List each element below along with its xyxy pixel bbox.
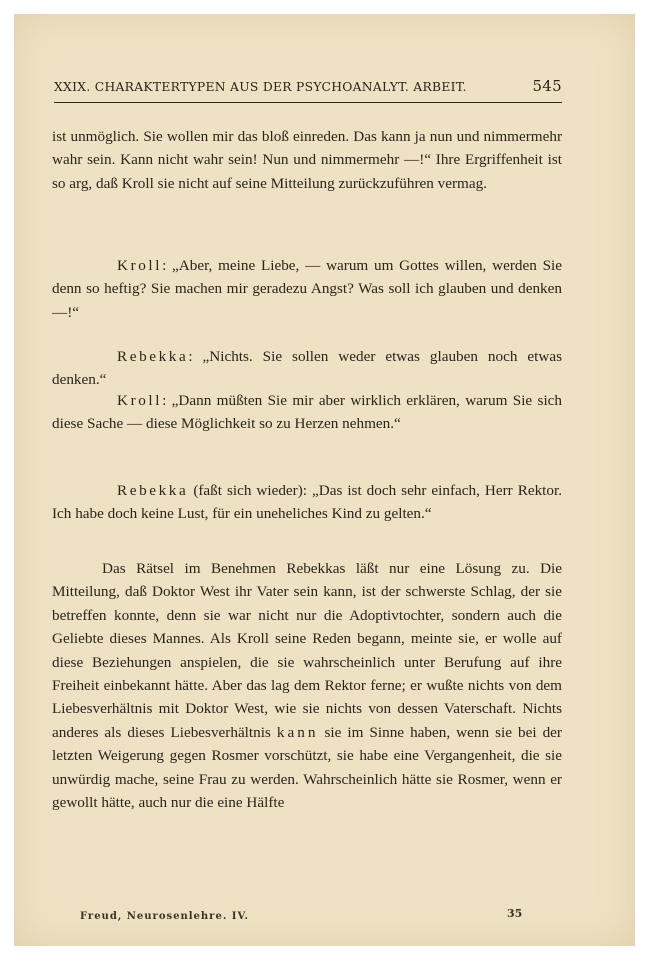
running-title: XXIX. CHARAKTERTYPEN AUS DER PSYCHOANALYT. ARBEIT. — [54, 80, 467, 94]
dialog-line-1 — [52, 254, 562, 324]
dialog-line-3 — [52, 389, 562, 436]
dialog-text: (faßt sich wieder): „Das ist doch sehr einfach, Herr Rektor. Ich habe doch keine Lust, für ein uneheliches Kind zu gelten.“ — [52, 482, 562, 523]
signature-mark: 35 — [507, 907, 523, 920]
book-page — [14, 14, 635, 946]
emphasized-word: kann — [276, 723, 319, 741]
dialog-line-2 — [52, 345, 562, 392]
paragraph-1: ist unmöglich. Sie wollen mir das bloß einreden. Das kann ja nun und nimmermehr wahr sein. Kann nicht wahr sein! Nun und nimmermehr —!“ Ihre Ergriffenheit ist so arg, daß Kroll sie nicht auf seine Mitteilung zurückzuführen vermag. — [52, 128, 562, 192]
speaker-name: Rebekka — [117, 348, 189, 365]
paragraph-2-part-b: sie im Sinne haben, wenn sie bei der letzten Weigerung gegen Rosmer vorschützt, sie habe eine Vergangenheit, die sie unwürdig mache, seine Frau zu werden. Wahrscheinlich hätte sie Rosmer, wenn er gewollt hätte, auch nur die eine Hälfte — [52, 723, 562, 812]
paragraph-2 — [52, 557, 562, 814]
dialog-text: : „Dann müßten Sie mir aber wirklich erklären, warum Sie sich diese Sache — diese Möglichkeit so zu Herzen nehmen.“ — [52, 392, 562, 433]
speaker-name: Kroll — [117, 392, 163, 409]
dialog-text: : „Aber, meine Liebe, — warum um Gottes willen, werden Sie denn so heftig? Sie machen mir geradezu Angst? Was soll ich glauben und denken —!“ — [52, 257, 562, 321]
dialog-text: : „Nichts. Sie sollen weder etwas glauben noch etwas denken.“ — [52, 348, 562, 389]
dialog-line-4 — [52, 479, 562, 526]
speaker-name: Kroll — [117, 257, 163, 274]
speaker-name: Rebekka — [117, 482, 189, 499]
footer-imprint: Freud, Neurosenlehre. IV. — [80, 911, 249, 922]
running-header — [54, 77, 562, 95]
page-number: 545 — [532, 77, 562, 95]
paragraph-2-part-a: Das Rätsel im Benehmen Rebekkas läßt nur eine Lösung zu. Die Mitteilung, daß Doktor West ihr Vater sein kann, ist der schwerste Schlag, der sie betreffen konnte, denn sie war nicht nur die Adoptivtochter, sondern auch die Geliebte dieses Mannes. Als Kroll seine Reden begann, meinte sie, er wolle auf diese Beziehungen anspielen, die sie wahrscheinlich unter Berufung auf ihre Freiheit einbekannt hätte. Aber das lag dem Rektor ferne; er wußte nichts von dem Liebesverhältnis mit Doktor West, wie sie nichts von dessen Vaterschaft. Nichts anderes als dieses Liebesverhältnis — [52, 560, 562, 741]
header-rule — [54, 102, 562, 103]
